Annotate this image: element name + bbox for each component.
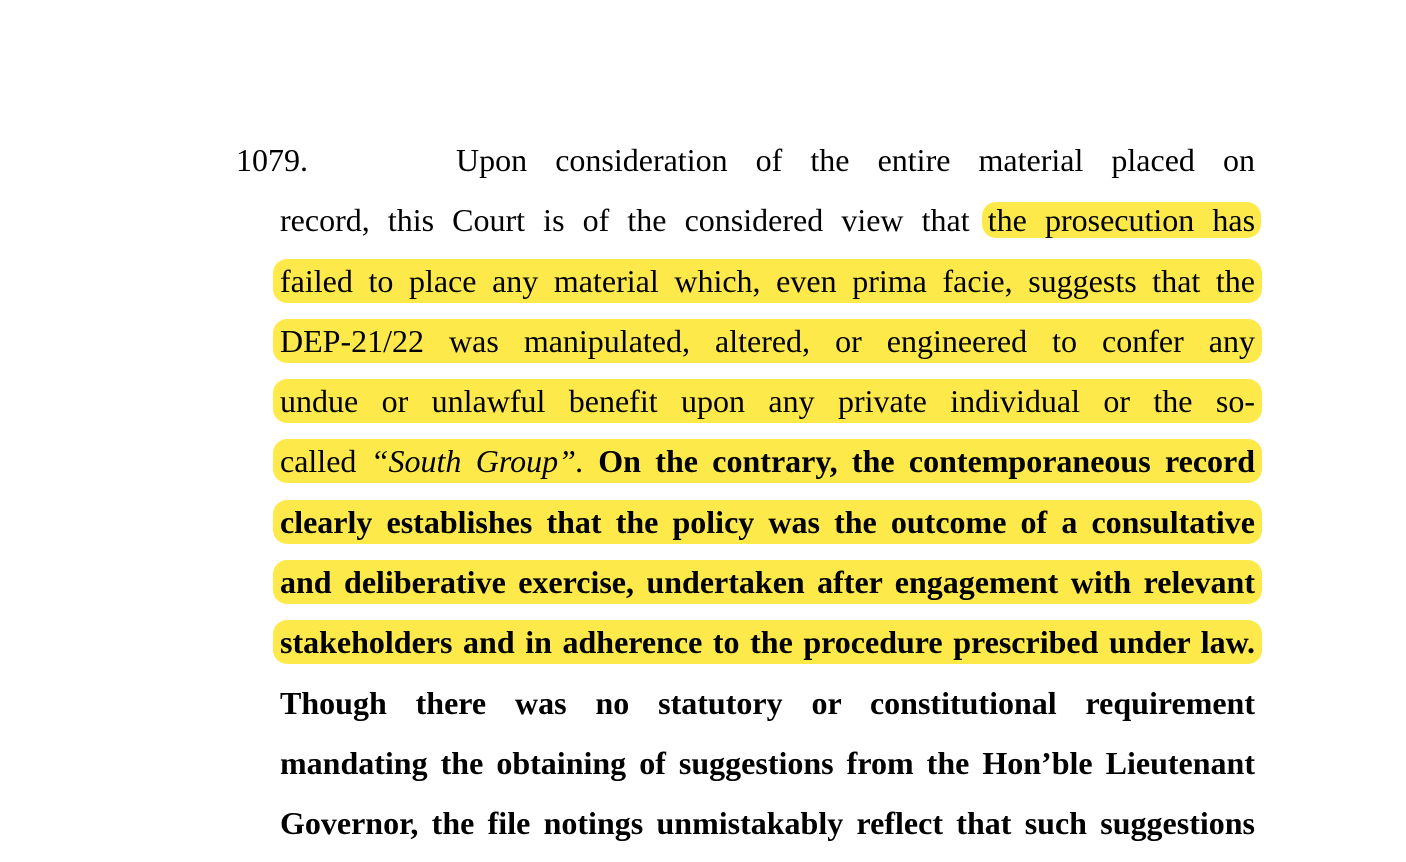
text-line	[280, 560, 1255, 620]
text-segment: Upon consideration of the entire material placed on	[456, 142, 1255, 178]
text-line	[280, 439, 1255, 499]
text-line	[280, 259, 1255, 319]
bold-text: Though there was no statutory or constitutional requirement	[280, 684, 1255, 721]
highlighted-bold-text: clearly establishes that the policy was the outcome of a consultative	[273, 500, 1262, 544]
text-line	[280, 379, 1255, 439]
bold-text: On the contrary, the contemporaneous record	[598, 443, 1256, 480]
highlighted-text: the prosecution has	[982, 202, 1261, 238]
paragraph-number: 1079.	[236, 142, 308, 178]
highlighted-bold-text: stakeholders and in adherence to the procedure prescribed under law.	[273, 620, 1262, 664]
highlighted-text: undue or unlawful benefit upon any private individual or the so-	[273, 379, 1262, 423]
highlighted-text: DEP-21/22 was manipulated, altered, or engineered to confer any	[273, 319, 1262, 363]
text-line	[280, 620, 1255, 680]
text-line	[280, 681, 1255, 741]
italic-quote: “South Group”.	[370, 443, 584, 480]
text-line	[280, 138, 1255, 198]
text-segment: record, this Court is of the considered view that	[280, 202, 970, 239]
highlighted-text: failed to place any material which, even prima facie, suggests that the	[273, 259, 1262, 303]
text-segment: called	[280, 443, 357, 480]
text-line	[280, 319, 1255, 379]
highlighted-line	[273, 439, 1262, 483]
text-line	[280, 801, 1255, 861]
text-line	[280, 500, 1255, 560]
bold-text: Governor, the file notings unmistakably reflect that such suggestions	[280, 805, 1255, 842]
highlighted-bold-text: and deliberative exercise, undertaken after engagement with relevant	[273, 560, 1262, 604]
text-line	[280, 198, 1255, 258]
paragraph-body	[280, 138, 1255, 862]
bold-text: mandating the obtaining of suggestions from the Hon’ble Lieutenant	[280, 744, 1255, 781]
text-line	[280, 741, 1255, 801]
